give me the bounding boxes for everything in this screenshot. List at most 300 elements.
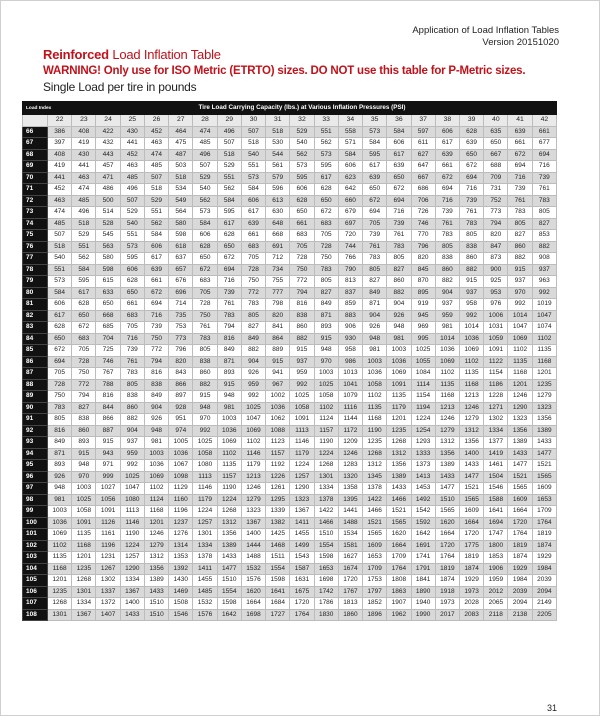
load-value-cell: 992 <box>193 425 217 437</box>
load-value-cell: 971 <box>96 460 120 472</box>
load-value-cell: 773 <box>484 207 508 219</box>
load-value-cell: 783 <box>508 207 532 219</box>
load-value-cell: 783 <box>217 310 241 322</box>
load-value-cell: 908 <box>532 253 556 265</box>
load-value-cell: 617 <box>217 218 241 230</box>
load-value-cell: 1433 <box>459 460 483 472</box>
load-value-cell: 1356 <box>435 448 459 460</box>
load-value-cell: 1444 <box>241 540 265 552</box>
pressure-header-cell: 32 <box>290 115 314 127</box>
page-number: 31 <box>546 703 557 713</box>
load-value-cell: 753 <box>169 322 193 334</box>
table-row <box>23 241 557 253</box>
load-value-cell: 529 <box>144 195 168 207</box>
load-value-cell: 1485 <box>193 586 217 598</box>
load-value-cell: 386 <box>48 126 72 138</box>
load-value-cell: 1521 <box>508 471 532 483</box>
load-value-cell: 617 <box>435 138 459 150</box>
load-value-cell: 1224 <box>120 540 144 552</box>
load-value-cell: 739 <box>459 195 483 207</box>
load-value-cell: 1653 <box>532 494 556 506</box>
load-value-cell: 606 <box>193 230 217 242</box>
load-value-cell: 514 <box>96 207 120 219</box>
load-value-cell: 838 <box>72 414 96 426</box>
load-value-cell: 1620 <box>435 517 459 529</box>
load-index-cell: 108 <box>23 609 48 621</box>
load-value-cell: 584 <box>241 184 265 196</box>
load-value-cell: 794 <box>72 391 96 403</box>
load-value-cell: 691 <box>266 241 290 253</box>
load-value-cell: 573 <box>241 172 265 184</box>
load-value-cell: 672 <box>508 149 532 161</box>
load-value-cell: 860 <box>435 264 459 276</box>
load-value-cell: 1091 <box>290 414 314 426</box>
load-value-cell: 1069 <box>144 471 168 483</box>
load-value-cell: 1019 <box>532 299 556 311</box>
load-value-cell: 1466 <box>363 506 387 518</box>
table-row <box>23 184 557 196</box>
warning-text: WARNING! Only use for ISO Metric (ETRTO) sizes. DO NOT use this table for P-Metric sizes. <box>43 65 526 77</box>
table-row <box>23 379 557 391</box>
load-value-cell: 507 <box>217 138 241 150</box>
load-value-cell: 1312 <box>387 448 411 460</box>
load-value-cell: 705 <box>314 230 338 242</box>
load-value-cell: 672 <box>72 322 96 334</box>
load-value-cell: 1036 <box>459 333 483 345</box>
table-row <box>23 230 557 242</box>
load-value-cell: 534 <box>169 184 193 196</box>
load-value-cell: 1268 <box>72 575 96 587</box>
load-value-cell: 1508 <box>169 598 193 610</box>
load-value-cell: 561 <box>266 161 290 173</box>
load-value-cell: 463 <box>120 161 144 173</box>
load-value-cell: 959 <box>241 379 265 391</box>
load-value-cell: 883 <box>338 310 362 322</box>
table-title-rest: Load Inflation Table <box>108 47 221 62</box>
table-row <box>23 506 557 518</box>
load-value-cell: 595 <box>120 253 144 265</box>
load-value-cell: 904 <box>241 356 265 368</box>
load-value-cell: 1543 <box>290 552 314 564</box>
load-value-cell: 518 <box>144 184 168 196</box>
load-index-cell: 102 <box>23 540 48 552</box>
load-value-cell: 1102 <box>435 368 459 380</box>
load-value-cell: 866 <box>96 414 120 426</box>
load-value-cell: 1819 <box>532 529 556 541</box>
load-value-cell: 827 <box>508 230 532 242</box>
load-value-cell: 617 <box>144 253 168 265</box>
load-value-cell: 1069 <box>435 356 459 368</box>
load-value-cell: 981 <box>363 345 387 357</box>
load-value-cell: 573 <box>193 207 217 219</box>
load-value-cell: 1168 <box>363 414 387 426</box>
load-value-cell: 847 <box>484 241 508 253</box>
load-value-cell: 529 <box>120 207 144 219</box>
load-index-cell: 76 <box>23 241 48 253</box>
load-value-cell: 948 <box>72 460 96 472</box>
load-value-cell: 452 <box>120 149 144 161</box>
load-value-cell: 1598 <box>266 575 290 587</box>
table-row <box>23 552 557 564</box>
load-value-cell: 571 <box>338 138 362 150</box>
load-value-cell: 694 <box>363 207 387 219</box>
load-value-cell: 1356 <box>532 414 556 426</box>
load-value-cell: 1764 <box>290 609 314 621</box>
load-value-cell: 1257 <box>290 471 314 483</box>
load-value-cell: 657 <box>169 264 193 276</box>
load-value-cell: 970 <box>508 287 532 299</box>
load-value-cell: 617 <box>72 287 96 299</box>
load-value-cell: 1565 <box>387 517 411 529</box>
load-value-cell: 1058 <box>72 506 96 518</box>
load-value-cell: 1067 <box>169 460 193 472</box>
load-value-cell: 1058 <box>193 448 217 460</box>
load-value-cell: 628 <box>459 126 483 138</box>
load-value-cell: 820 <box>169 356 193 368</box>
load-value-cell: 1201 <box>532 368 556 380</box>
load-value-cell: 1036 <box>144 460 168 472</box>
load-value-cell: 794 <box>484 218 508 230</box>
load-value-cell: 915 <box>314 333 338 345</box>
load-index-cell: 79 <box>23 276 48 288</box>
load-value-cell: 1929 <box>532 552 556 564</box>
load-value-cell: 1084 <box>411 368 435 380</box>
load-value-cell: 1279 <box>532 391 556 403</box>
load-value-cell: 1764 <box>508 529 532 541</box>
load-value-cell: 1334 <box>193 540 217 552</box>
load-value-cell: 1973 <box>459 586 483 598</box>
load-value-cell: 1003 <box>48 506 72 518</box>
load-value-cell: 904 <box>144 402 168 414</box>
load-value-cell: 1797 <box>363 586 387 598</box>
load-value-cell: 1339 <box>266 506 290 518</box>
load-value-cell: 1389 <box>217 540 241 552</box>
load-value-cell: 1554 <box>266 563 290 575</box>
load-value-cell: 948 <box>48 483 72 495</box>
load-value-cell: 1003 <box>387 345 411 357</box>
load-index-cell: 96 <box>23 471 48 483</box>
load-value-cell: 995 <box>411 333 435 345</box>
load-value-cell: 926 <box>48 471 72 483</box>
load-value-cell: 1302 <box>96 575 120 587</box>
load-value-cell: 720 <box>338 230 362 242</box>
load-value-cell: 1874 <box>459 563 483 575</box>
load-value-cell: 1720 <box>435 540 459 552</box>
document-title: Application of Load Inflation Tables <box>412 25 559 36</box>
load-value-cell: 1962 <box>387 609 411 621</box>
load-value-cell: 1323 <box>508 414 532 426</box>
load-value-cell: 639 <box>459 138 483 150</box>
load-index-cell: 75 <box>23 230 48 242</box>
load-value-cell: 623 <box>338 172 362 184</box>
load-value-cell: 705 <box>48 368 72 380</box>
load-value-cell: 1069 <box>459 345 483 357</box>
load-value-cell: 1154 <box>411 391 435 403</box>
load-value-cell: 1918 <box>435 586 459 598</box>
load-value-cell: 1091 <box>72 517 96 529</box>
load-value-cell: 1488 <box>241 552 265 564</box>
load-value-cell: 706 <box>411 195 435 207</box>
load-value-cell: 1276 <box>169 529 193 541</box>
load-value-cell: 1113 <box>120 506 144 518</box>
load-value-cell: 1984 <box>508 575 532 587</box>
table-row <box>23 195 557 207</box>
load-value-cell: 915 <box>217 379 241 391</box>
load-value-cell: 1532 <box>241 563 265 575</box>
load-value-cell: 841 <box>266 322 290 334</box>
load-value-cell: 970 <box>72 471 96 483</box>
load-value-cell: 1025 <box>193 437 217 449</box>
load-value-cell: 926 <box>144 414 168 426</box>
load-value-cell: 573 <box>48 276 72 288</box>
load-index-cell: 106 <box>23 586 48 598</box>
load-value-cell: 668 <box>266 230 290 242</box>
load-value-cell: 2039 <box>508 586 532 598</box>
load-value-cell: 1786 <box>314 598 338 610</box>
load-value-cell: 1268 <box>363 448 387 460</box>
load-value-cell: 728 <box>290 253 314 265</box>
load-value-cell: 584 <box>363 138 387 150</box>
load-value-cell: 853 <box>532 230 556 242</box>
load-value-cell: 496 <box>120 184 144 196</box>
load-value-cell: 716 <box>508 172 532 184</box>
load-value-cell: 838 <box>193 356 217 368</box>
load-value-cell: 1841 <box>411 575 435 587</box>
load-value-cell: 1154 <box>484 368 508 380</box>
load-value-cell: 761 <box>217 299 241 311</box>
load-value-cell: 650 <box>120 287 144 299</box>
pressure-header-cell: 42 <box>532 115 556 127</box>
load-index-cell: 86 <box>23 356 48 368</box>
load-value-cell: 1036 <box>435 345 459 357</box>
load-value-cell: 628 <box>48 322 72 334</box>
load-value-cell: 766 <box>338 253 362 265</box>
load-value-cell: 893 <box>72 437 96 449</box>
load-value-cell: 1874 <box>532 540 556 552</box>
load-value-cell: 474 <box>193 126 217 138</box>
load-value-cell: 1906 <box>484 563 508 575</box>
load-value-cell: 584 <box>144 230 168 242</box>
load-value-cell: 904 <box>387 299 411 311</box>
load-value-cell: 1323 <box>532 402 556 414</box>
table-row <box>23 425 557 437</box>
load-value-cell: 672 <box>48 345 72 357</box>
load-value-cell: 1279 <box>459 414 483 426</box>
load-index-cell: 80 <box>23 287 48 299</box>
load-value-cell: 1295 <box>266 494 290 506</box>
load-value-cell: 805 <box>120 379 144 391</box>
load-value-cell: 1691 <box>411 540 435 552</box>
load-value-cell: 882 <box>459 264 483 276</box>
load-value-cell: 849 <box>217 345 241 357</box>
load-value-cell: 1356 <box>387 460 411 472</box>
load-value-cell: 1367 <box>72 609 96 621</box>
load-value-cell: 1929 <box>459 575 483 587</box>
load-value-cell: 904 <box>120 425 144 437</box>
load-value-cell: 639 <box>508 126 532 138</box>
load-value-cell: 1400 <box>241 529 265 541</box>
load-value-cell: 1003 <box>363 356 387 368</box>
load-value-cell: 705 <box>120 322 144 334</box>
pressure-header-cell: 24 <box>96 115 120 127</box>
load-value-cell: 761 <box>508 195 532 207</box>
table-row <box>23 540 557 552</box>
load-value-cell: 1290 <box>120 563 144 575</box>
load-value-cell: 1477 <box>532 448 556 460</box>
load-value-cell: 1190 <box>217 483 241 495</box>
load-value-cell: 970 <box>314 356 338 368</box>
load-value-cell: 1598 <box>217 598 241 610</box>
load-value-cell: 1382 <box>266 517 290 529</box>
load-index-header: Load Index <box>23 102 48 115</box>
load-value-cell: 1592 <box>411 517 435 529</box>
load-value-cell: 746 <box>411 218 435 230</box>
load-value-cell: 992 <box>290 379 314 391</box>
load-value-cell: 1425 <box>266 529 290 541</box>
load-value-cell: 1224 <box>314 448 338 460</box>
load-value-cell: 485 <box>72 195 96 207</box>
load-value-cell: 1372 <box>96 598 120 610</box>
table-row <box>23 126 557 138</box>
load-value-cell: 595 <box>314 161 338 173</box>
load-value-cell: 540 <box>48 253 72 265</box>
load-value-cell: 796 <box>411 241 435 253</box>
load-value-cell: 871 <box>48 448 72 460</box>
load-value-cell: 837 <box>338 287 362 299</box>
load-value-cell: 474 <box>72 184 96 196</box>
load-value-cell: 1477 <box>459 471 483 483</box>
load-value-cell: 1378 <box>363 483 387 495</box>
load-value-cell: 959 <box>120 448 144 460</box>
load-index-cell: 67 <box>23 138 48 150</box>
load-value-cell: 1246 <box>241 483 265 495</box>
load-value-cell: 992 <box>532 287 556 299</box>
table-row <box>23 207 557 219</box>
load-value-cell: 1863 <box>387 586 411 598</box>
load-value-cell: 1231 <box>96 552 120 564</box>
load-value-cell: 650 <box>48 333 72 345</box>
load-value-cell: 2083 <box>459 609 483 621</box>
load-value-cell: 1764 <box>532 517 556 529</box>
load-value-cell: 882 <box>241 345 265 357</box>
table-row <box>23 494 557 506</box>
load-value-cell: 628 <box>290 195 314 207</box>
load-value-cell: 529 <box>193 172 217 184</box>
load-value-cell: 496 <box>193 149 217 161</box>
load-value-cell: 1389 <box>144 575 168 587</box>
load-value-cell: 860 <box>193 368 217 380</box>
load-value-cell: 1091 <box>96 506 120 518</box>
load-value-cell: 750 <box>193 310 217 322</box>
table-title <box>43 47 221 62</box>
load-value-cell: 849 <box>314 299 338 311</box>
load-value-cell: 1389 <box>508 437 532 449</box>
load-value-cell: 529 <box>72 230 96 242</box>
load-value-cell: 1312 <box>363 460 387 472</box>
load-value-cell: 864 <box>266 333 290 345</box>
load-value-cell: 1973 <box>435 598 459 610</box>
load-value-cell: 507 <box>241 126 265 138</box>
load-value-cell: 457 <box>96 161 120 173</box>
load-value-cell: 1025 <box>411 345 435 357</box>
load-value-cell: 1186 <box>484 379 508 391</box>
load-value-cell: 648 <box>266 218 290 230</box>
load-index-cell: 72 <box>23 195 48 207</box>
load-value-cell: 1314 <box>169 540 193 552</box>
load-value-cell: 1025 <box>72 494 96 506</box>
load-value-cell: 1213 <box>241 471 265 483</box>
load-value-cell: 959 <box>290 368 314 380</box>
load-value-cell: 761 <box>120 356 144 368</box>
load-value-cell: 562 <box>217 184 241 196</box>
load-value-cell: 529 <box>217 161 241 173</box>
load-value-cell: 2205 <box>532 609 556 621</box>
load-value-cell: 683 <box>72 333 96 345</box>
load-index-cell: 92 <box>23 425 48 437</box>
load-value-cell: 838 <box>290 310 314 322</box>
load-value-cell: 496 <box>72 207 96 219</box>
load-value-cell: 650 <box>314 195 338 207</box>
pressure-header-cell: 30 <box>241 115 265 127</box>
load-value-cell: 1587 <box>290 563 314 575</box>
load-value-cell: 919 <box>411 299 435 311</box>
load-value-cell: 463 <box>72 172 96 184</box>
table-row <box>23 517 557 529</box>
load-value-cell: 1377 <box>484 437 508 449</box>
load-value-cell: 1006 <box>484 310 508 322</box>
load-value-cell: 1510 <box>144 609 168 621</box>
load-value-cell: 551 <box>217 172 241 184</box>
load-value-cell: 838 <box>120 391 144 403</box>
load-value-cell: 1720 <box>508 517 532 529</box>
table-row <box>23 448 557 460</box>
load-value-cell: 1742 <box>314 586 338 598</box>
load-value-cell: 584 <box>72 264 96 276</box>
load-value-cell: 1036 <box>363 368 387 380</box>
load-value-cell: 606 <box>290 184 314 196</box>
load-value-cell: 783 <box>314 264 338 276</box>
load-value-cell: 773 <box>169 333 193 345</box>
load-value-cell: 1510 <box>144 598 168 610</box>
load-value-cell: 1510 <box>314 529 338 541</box>
load-value-cell: 1323 <box>290 494 314 506</box>
load-value-cell: 2039 <box>532 575 556 587</box>
pressure-header-cell: 25 <box>120 115 144 127</box>
load-value-cell: 1157 <box>266 448 290 460</box>
load-value-cell: 1400 <box>120 598 144 610</box>
load-value-cell: 627 <box>411 149 435 161</box>
load-value-cell: 1653 <box>363 552 387 564</box>
load-value-cell: 1466 <box>387 494 411 506</box>
load-value-cell: 672 <box>314 207 338 219</box>
load-value-cell: 805 <box>241 310 265 322</box>
load-value-cell: 551 <box>241 161 265 173</box>
load-value-cell: 925 <box>484 276 508 288</box>
load-value-cell: 963 <box>532 276 556 288</box>
load-value-cell: 1664 <box>508 506 532 518</box>
load-value-cell: 1246 <box>459 402 483 414</box>
load-value-cell: 794 <box>290 287 314 299</box>
load-value-cell: 528 <box>96 218 120 230</box>
load-value-cell: 948 <box>193 402 217 414</box>
pressure-header-cell: 39 <box>459 115 483 127</box>
table-row <box>23 586 557 598</box>
load-value-cell: 953 <box>484 287 508 299</box>
pressure-header-cell: 31 <box>266 115 290 127</box>
table-row <box>23 218 557 230</box>
load-value-cell: 1642 <box>217 609 241 621</box>
load-value-cell: 860 <box>387 276 411 288</box>
